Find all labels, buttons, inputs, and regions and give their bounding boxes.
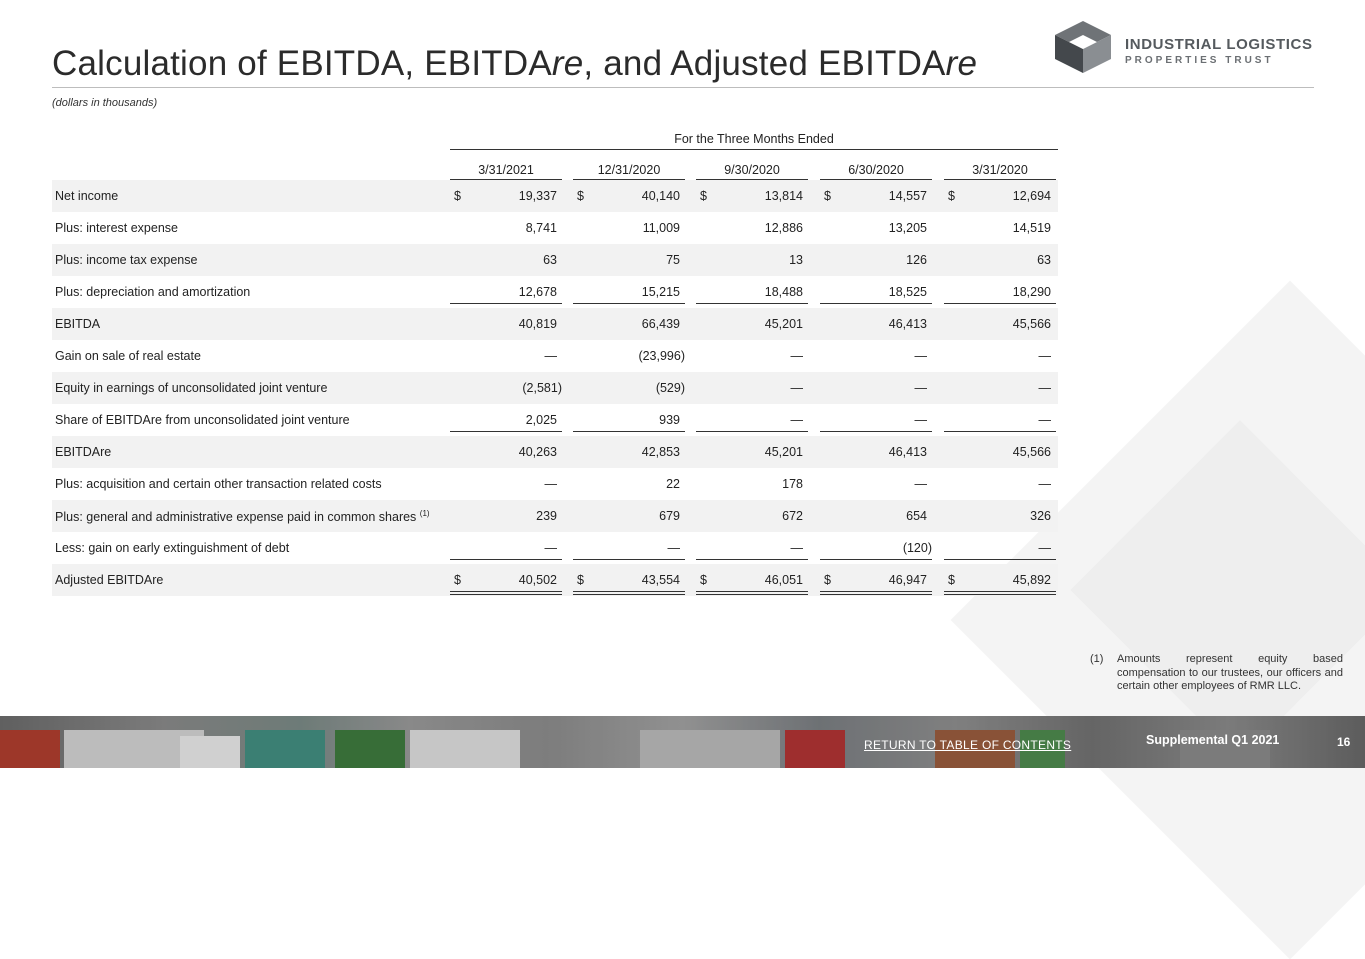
- footnote-ref: (1): [419, 509, 430, 518]
- currency-symbol: $: [948, 573, 955, 587]
- footnote: [1090, 653, 1343, 694]
- subtotal-rule: [820, 559, 932, 560]
- table-cell: 43,554: [641, 573, 680, 587]
- table-cell: 679: [659, 509, 680, 523]
- row-label: [55, 349, 201, 363]
- subtotal-rule: [944, 431, 1056, 432]
- row-label-text: Plus: depreciation and amortization: [55, 285, 251, 299]
- subtotal-rule: [573, 559, 685, 560]
- total-double-rule: [450, 594, 562, 595]
- total-double-rule: [944, 594, 1056, 595]
- table-cell: 14,519: [1012, 221, 1051, 235]
- total-double-rule: [944, 591, 1056, 592]
- row-label-text: Plus: general and administrative expense paid in common shares: [55, 510, 417, 525]
- table-cell: —: [914, 349, 927, 363]
- subtotal-rule: [820, 303, 932, 304]
- row-label-text: EBITDA: [55, 317, 101, 331]
- title-divider: [52, 87, 1314, 88]
- table-cell: 672: [782, 509, 803, 523]
- subtotal-rule: [696, 431, 808, 432]
- company-logo: [1053, 19, 1323, 75]
- row-label: [55, 381, 327, 395]
- supplemental-label: Supplemental Q1 2021: [1146, 733, 1280, 747]
- row-label: [55, 253, 197, 267]
- row-label-text: Equity in earnings of unconsolidated joint venture: [55, 381, 328, 395]
- table-cell: 18,290: [1012, 285, 1051, 299]
- table-cell: 12,886: [764, 221, 803, 235]
- table-row: [52, 500, 1058, 532]
- row-label-text: Gain on sale of real estate: [55, 349, 201, 363]
- table-cell: 46,413: [888, 317, 927, 331]
- table-cell: —: [914, 413, 927, 427]
- table-cell: —: [790, 349, 803, 363]
- row-label: [55, 189, 118, 203]
- total-double-rule: [696, 594, 808, 595]
- table-cell: 46,947: [888, 573, 927, 587]
- subtotal-rule: [450, 303, 562, 304]
- total-double-rule: [696, 591, 808, 592]
- table-cell: 40,502: [518, 573, 557, 587]
- table-cell: 13,205: [888, 221, 927, 235]
- table-cell: —: [914, 477, 927, 491]
- row-label: [55, 541, 289, 555]
- currency-symbol: $: [948, 189, 955, 203]
- footnote-number: (1): [1090, 653, 1104, 665]
- table-cell: 178: [782, 477, 803, 491]
- table-cell: 42,853: [641, 445, 680, 459]
- row-label-text: Plus: acquisition and certain other transaction related costs: [55, 477, 382, 491]
- units-note: (dollars in thousands): [52, 97, 158, 109]
- table-cell: —: [914, 381, 927, 395]
- column-header: 12/31/2020: [597, 163, 661, 177]
- subtotal-rule: [696, 303, 808, 304]
- table-cell: —: [1038, 349, 1051, 363]
- table-cell: (23,996): [638, 349, 685, 363]
- table-row: [52, 244, 1058, 276]
- table-row: [52, 372, 1058, 404]
- row-label: [55, 317, 100, 331]
- table-cell: 46,051: [764, 573, 803, 587]
- subtotal-rule: [696, 559, 808, 560]
- table-cell: —: [1038, 381, 1051, 395]
- table-cell: 40,140: [641, 189, 680, 203]
- total-double-rule: [573, 591, 685, 592]
- return-to-toc-link[interactable]: RETURN TO TABLE OF CONTENTS: [864, 738, 1072, 752]
- table-cell: —: [790, 381, 803, 395]
- subtotal-rule: [573, 303, 685, 304]
- column-header: 3/31/2020: [972, 163, 1028, 177]
- row-label: [55, 573, 163, 587]
- row-label: [55, 509, 430, 524]
- currency-symbol: $: [577, 573, 584, 587]
- period-header-rule: [450, 149, 1058, 150]
- table-cell: 45,566: [1012, 317, 1051, 331]
- total-double-rule: [820, 591, 932, 592]
- table-cell: 14,557: [888, 189, 927, 203]
- logo-line-2: PROPERTIES TRUST: [1125, 55, 1274, 66]
- currency-symbol: $: [700, 189, 707, 203]
- table-cell: 63: [1037, 253, 1051, 267]
- table-cell: —: [1038, 541, 1051, 555]
- column-header: 9/30/2020: [724, 163, 780, 177]
- period-header: For the Three Months Ended: [674, 132, 834, 146]
- page-title: Calculation of EBITDA, EBITDAre, and Adjusted EBITDAre: [52, 44, 978, 83]
- row-label-text: Plus: interest expense: [55, 221, 178, 235]
- row-label-text: EBITDAre: [55, 445, 112, 459]
- row-label-text: Less: gain on early extinguishment of debt: [55, 541, 290, 555]
- column-header: 6/30/2020: [848, 163, 904, 177]
- row-label: [55, 445, 111, 459]
- subtotal-rule: [450, 431, 562, 432]
- table-cell: (529): [655, 381, 685, 395]
- row-label: [55, 221, 178, 235]
- row-label-text: Net income: [55, 189, 119, 203]
- table-cell: —: [790, 413, 803, 427]
- row-label: [55, 413, 350, 427]
- table-cell: 18,488: [764, 285, 803, 299]
- table-row: [52, 468, 1058, 500]
- row-label-text: Adjusted EBITDAre: [55, 573, 164, 587]
- total-double-rule: [820, 594, 932, 595]
- row-label: [55, 285, 250, 299]
- currency-symbol: $: [454, 189, 461, 203]
- table-cell: 654: [906, 509, 927, 523]
- currency-symbol: $: [824, 573, 831, 587]
- table-cell: 18,525: [888, 285, 927, 299]
- table-cell: 19,337: [518, 189, 557, 203]
- table-cell: 45,201: [764, 445, 803, 459]
- table-cell: —: [544, 477, 557, 491]
- table-cell: 12,694: [1012, 189, 1051, 203]
- table-cell: 13,814: [764, 189, 803, 203]
- table-cell: 15,215: [641, 285, 680, 299]
- page-number: 16: [1337, 735, 1351, 749]
- subtotal-rule: [820, 431, 932, 432]
- total-double-rule: [573, 594, 685, 595]
- table-cell: 326: [1030, 509, 1051, 523]
- table-cell: 45,892: [1012, 573, 1051, 587]
- row-label: [55, 477, 382, 491]
- row-label-text: Plus: income tax expense: [55, 253, 198, 267]
- table-cell: —: [1038, 477, 1051, 491]
- table-cell: 22: [666, 477, 680, 491]
- table-cell: —: [1038, 413, 1051, 427]
- table-cell: 40,263: [518, 445, 557, 459]
- table-cell: 2,025: [525, 413, 557, 427]
- subtotal-rule: [944, 303, 1056, 304]
- table-cell: —: [790, 541, 803, 555]
- column-header: 3/31/2021: [478, 163, 534, 177]
- subtotal-rule: [450, 559, 562, 560]
- table-cell: 75: [666, 253, 680, 267]
- table-cell: 126: [906, 253, 927, 267]
- table-row: [52, 308, 1058, 340]
- table-cell: 46,413: [888, 445, 927, 459]
- table-cell: 239: [536, 509, 557, 523]
- table-cell: 66,439: [641, 317, 680, 331]
- hexagon-cube-logo-icon: [1053, 19, 1113, 75]
- table-cell: 40,819: [518, 317, 557, 331]
- table-cell: 12,678: [518, 285, 557, 299]
- currency-symbol: $: [824, 189, 831, 203]
- table-cell: —: [544, 349, 557, 363]
- table-cell: 8,741: [525, 221, 557, 235]
- table-cell: 13: [789, 253, 803, 267]
- table-cell: (120): [902, 541, 932, 555]
- row-label-text: Share of EBITDAre from unconsolidated joint venture: [55, 413, 350, 427]
- total-double-rule: [450, 591, 562, 592]
- table-cell: —: [667, 541, 680, 555]
- subtotal-rule: [944, 559, 1056, 560]
- table-cell: 939: [659, 413, 680, 427]
- table-cell: 45,566: [1012, 445, 1051, 459]
- table-row: [52, 180, 1058, 212]
- currency-symbol: $: [454, 573, 461, 587]
- table-cell: —: [544, 541, 557, 555]
- table-row: [52, 340, 1058, 372]
- logo-line-1: INDUSTRIAL LOGISTICS: [1125, 36, 1313, 53]
- table-cell: (2,581): [522, 381, 562, 395]
- footnote-text: Amounts represent equity based compensation to our trustees, our officers and certain other employees of RMR LLC.: [1117, 653, 1343, 692]
- currency-symbol: $: [577, 189, 584, 203]
- table-cell: 45,201: [764, 317, 803, 331]
- table-cell: 63: [543, 253, 557, 267]
- table-row: [52, 436, 1058, 468]
- table-cell: 11,009: [642, 221, 680, 235]
- subtotal-rule: [573, 431, 685, 432]
- table-row: [52, 212, 1058, 244]
- currency-symbol: $: [700, 573, 707, 587]
